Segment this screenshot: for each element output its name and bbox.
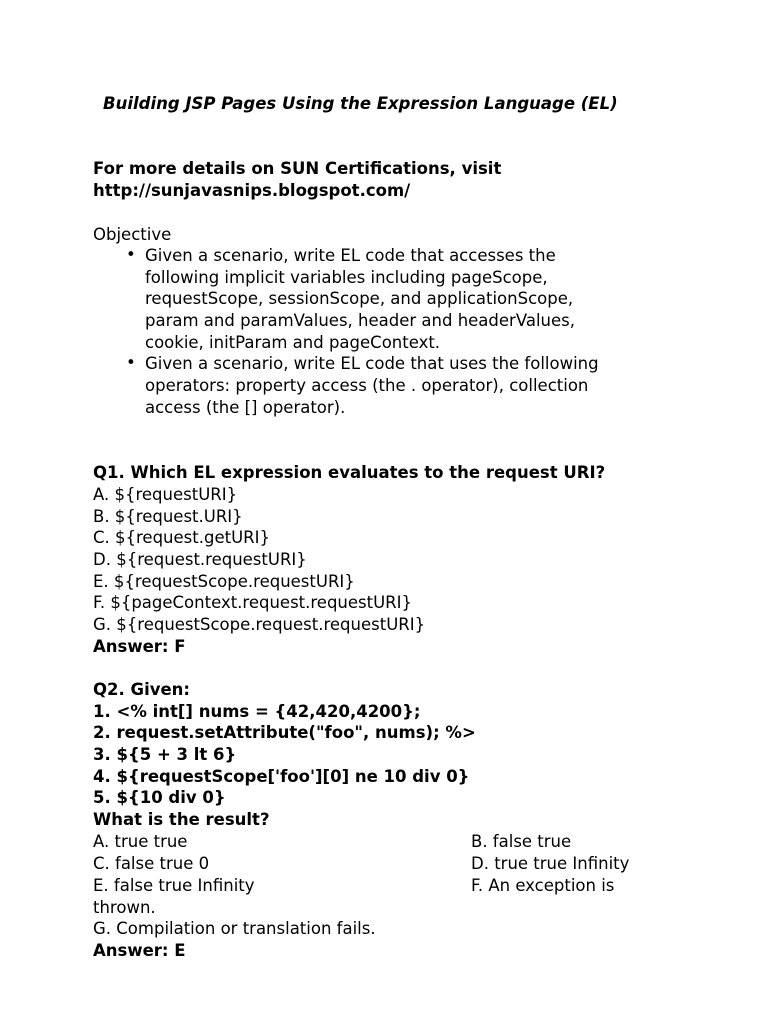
intro-link: http://sunjavasnips.blogspot.com/ xyxy=(93,181,411,200)
q2-code-line: 2. request.setAttribute("foo", nums); %> xyxy=(93,723,476,743)
q1-option: F. ${pageContext.request.requestURI} xyxy=(93,593,413,613)
bullet-line: following implicit variables including pageScope, xyxy=(145,267,548,287)
bullet-icon: • xyxy=(126,245,136,264)
q2-code-line: 5. ${10 div 0} xyxy=(93,788,226,808)
bullet-line: requestScope, sessionScope, and applicationScope, xyxy=(145,289,574,309)
q2-option-f-continued: thrown. xyxy=(93,898,156,917)
q2-option-c: C. false true 0 xyxy=(93,854,210,873)
objective-bullets xyxy=(126,245,705,419)
q2-option-a: A. true true xyxy=(93,832,188,851)
q2-code-line: 3. ${5 + 3 lt 6} xyxy=(93,745,237,765)
bullet-icon: • xyxy=(126,353,136,373)
q2-heading: Q2. Given: xyxy=(93,680,191,699)
q1-answer: Answer: F xyxy=(93,636,186,656)
q2-option-d: D. true true Infinity xyxy=(471,854,630,873)
objective-bullet-1 xyxy=(126,245,705,353)
bullet-line: Given a scenario, write EL code that accesses the xyxy=(145,246,556,265)
q2-code-line: 4. ${requestScope['foo'][0] ne 10 div 0} xyxy=(93,766,470,786)
bullet-line: access (the [] operator). xyxy=(145,397,346,417)
q2-option-b: B. false true xyxy=(471,832,572,851)
objective-heading: Objective xyxy=(93,225,172,244)
bullet-line: param and paramValues, header and headerValues, xyxy=(145,311,575,331)
q1-options xyxy=(93,484,425,658)
q2-block xyxy=(93,679,476,831)
bullet-line: cookie, initParam and pageContext. xyxy=(145,332,441,352)
objective-bullet-2 xyxy=(126,353,705,418)
bullet-line: operators: property access (the . operator), collection xyxy=(145,376,589,396)
q2-option-e: E. false true Infinity xyxy=(93,876,255,895)
intro-line-1: For more details on SUN Certifications, visit xyxy=(93,159,502,178)
q2-code-line: 1. <% int[] nums = {42,420,4200}; xyxy=(93,701,421,721)
q1-option: A. ${requestURI} xyxy=(93,485,238,504)
document-title: Building JSP Pages Using the Expression Language (EL) xyxy=(103,94,618,113)
q1-option: E. ${requestScope.requestURI} xyxy=(93,571,355,591)
q2-prompt: What is the result? xyxy=(93,810,270,830)
q1-option: B. ${request.URI} xyxy=(93,506,243,526)
q2-option-g: G. Compilation or translation fails. xyxy=(93,919,376,938)
q1-option: G. ${requestScope.request.requestURI} xyxy=(93,615,426,635)
q1-option: D. ${request.requestURI} xyxy=(93,550,307,570)
q1-option: C. ${request.getURI} xyxy=(93,528,270,548)
q2-option-f: F. An exception is xyxy=(471,876,615,895)
q2-answer: Answer: E xyxy=(93,941,186,960)
q1-question: Q1. Which EL expression evaluates to the request URI? xyxy=(93,463,606,482)
bullet-line: Given a scenario, write EL code that uses the following xyxy=(145,354,599,374)
